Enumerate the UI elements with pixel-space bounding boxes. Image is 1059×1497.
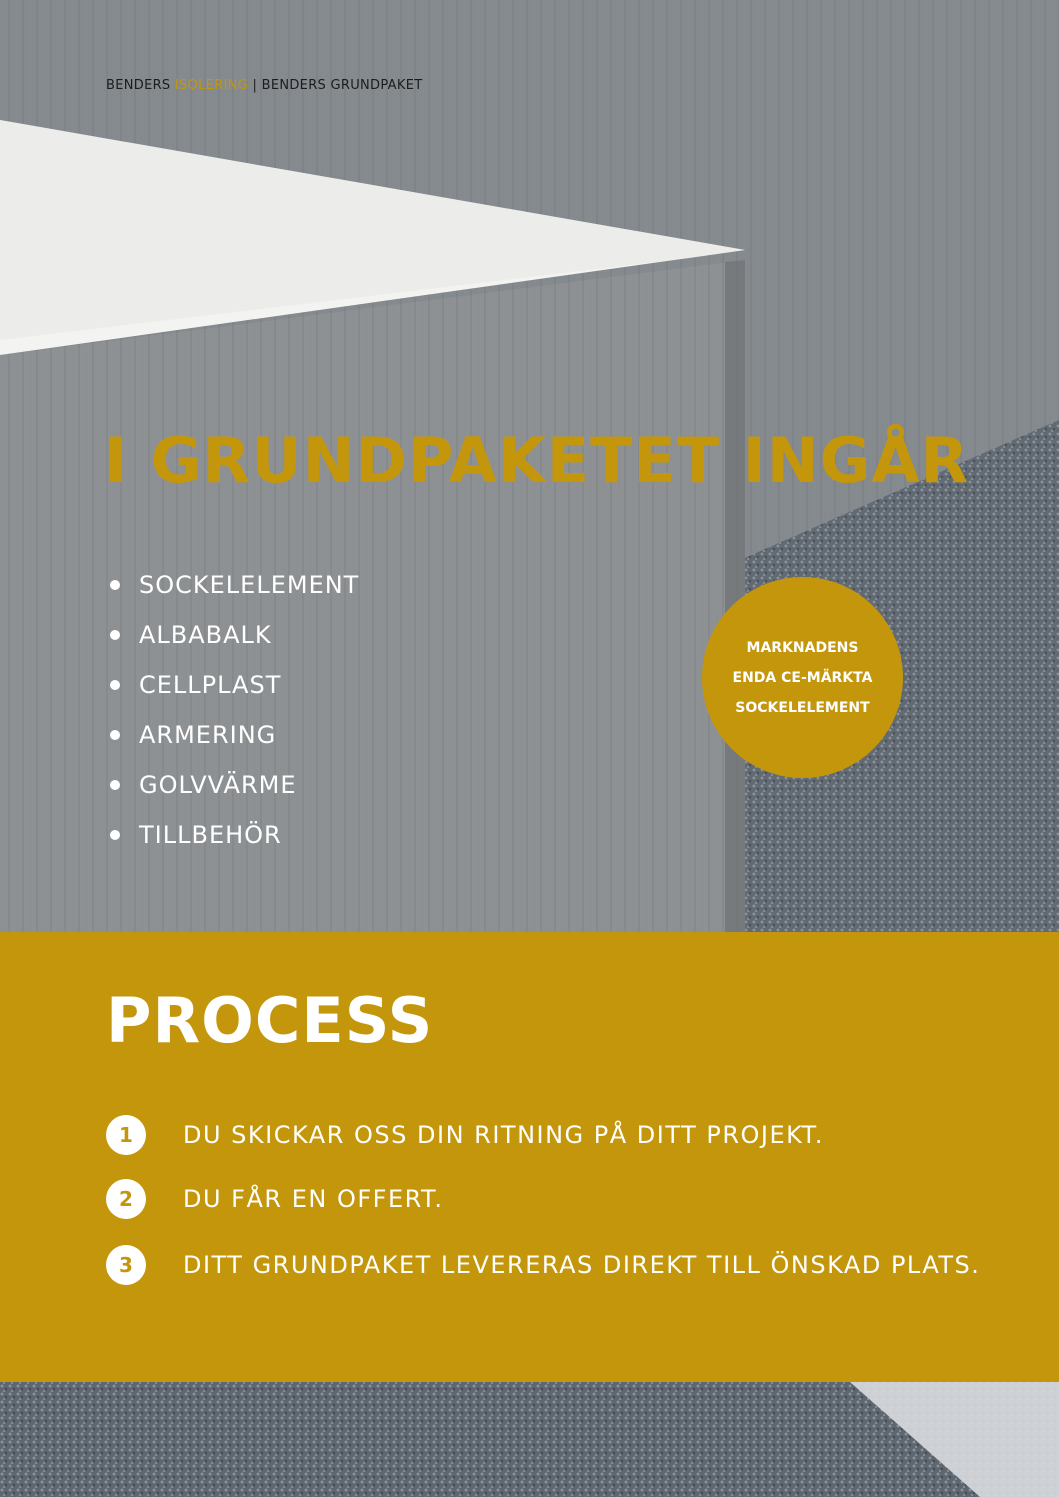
bullet-icon: [110, 780, 120, 790]
list-item: [110, 810, 359, 860]
included-items-list: [110, 560, 359, 860]
list-item-label: CELLPLAST: [139, 671, 282, 699]
list-item: [110, 610, 359, 660]
list-item-label: TILLBEHÖR: [139, 821, 282, 849]
step-text: DU SKICKAR OSS DIN RITNING PÅ DITT PROJEKT.: [183, 1121, 824, 1149]
step-number: 2: [106, 1179, 146, 1219]
page-title: I GRUNDPAKETET INGÅR: [104, 424, 970, 497]
bullet-icon: [110, 630, 120, 640]
breadcrumb-separator: |: [252, 78, 258, 93]
step-number: 3: [106, 1245, 146, 1285]
badge-line: SOCKELELEMENT: [735, 699, 870, 716]
step-text: DU FÅR EN OFFERT.: [183, 1185, 444, 1213]
breadcrumb-section: ISOLERING: [174, 78, 249, 93]
process-step: [106, 1179, 443, 1219]
badge-line: ENDA CE-MÄRKTA: [732, 669, 873, 686]
breadcrumb-product: BENDERS GRUNDPAKET: [261, 78, 423, 93]
list-item: [110, 560, 359, 610]
process-title: PROCESS: [106, 984, 434, 1057]
list-item: [110, 760, 359, 810]
list-item-label: SOCKELELEMENT: [139, 571, 360, 599]
list-item-label: ARMERING: [139, 721, 277, 749]
list-item-label: ALBABALK: [139, 621, 272, 649]
process-section: [0, 932, 1059, 1382]
ce-badge: [702, 577, 903, 778]
badge-line: MARKNADENS: [746, 639, 859, 656]
list-item: [110, 660, 359, 710]
process-step: [106, 1115, 824, 1155]
bullet-icon: [110, 830, 120, 840]
list-item: [110, 710, 359, 760]
bullet-icon: [110, 730, 120, 740]
list-item-label: GOLVVÄRME: [139, 771, 297, 799]
breadcrumb-brand: BENDERS: [106, 78, 171, 93]
process-step: [106, 1245, 980, 1285]
bullet-icon: [110, 680, 120, 690]
step-text: DITT GRUNDPAKET LEVERERAS DIREKT TILL ÖNSKAD PLATS.: [183, 1251, 981, 1279]
step-number: 1: [106, 1115, 146, 1155]
bullet-icon: [110, 580, 120, 590]
breadcrumb: [106, 78, 422, 93]
